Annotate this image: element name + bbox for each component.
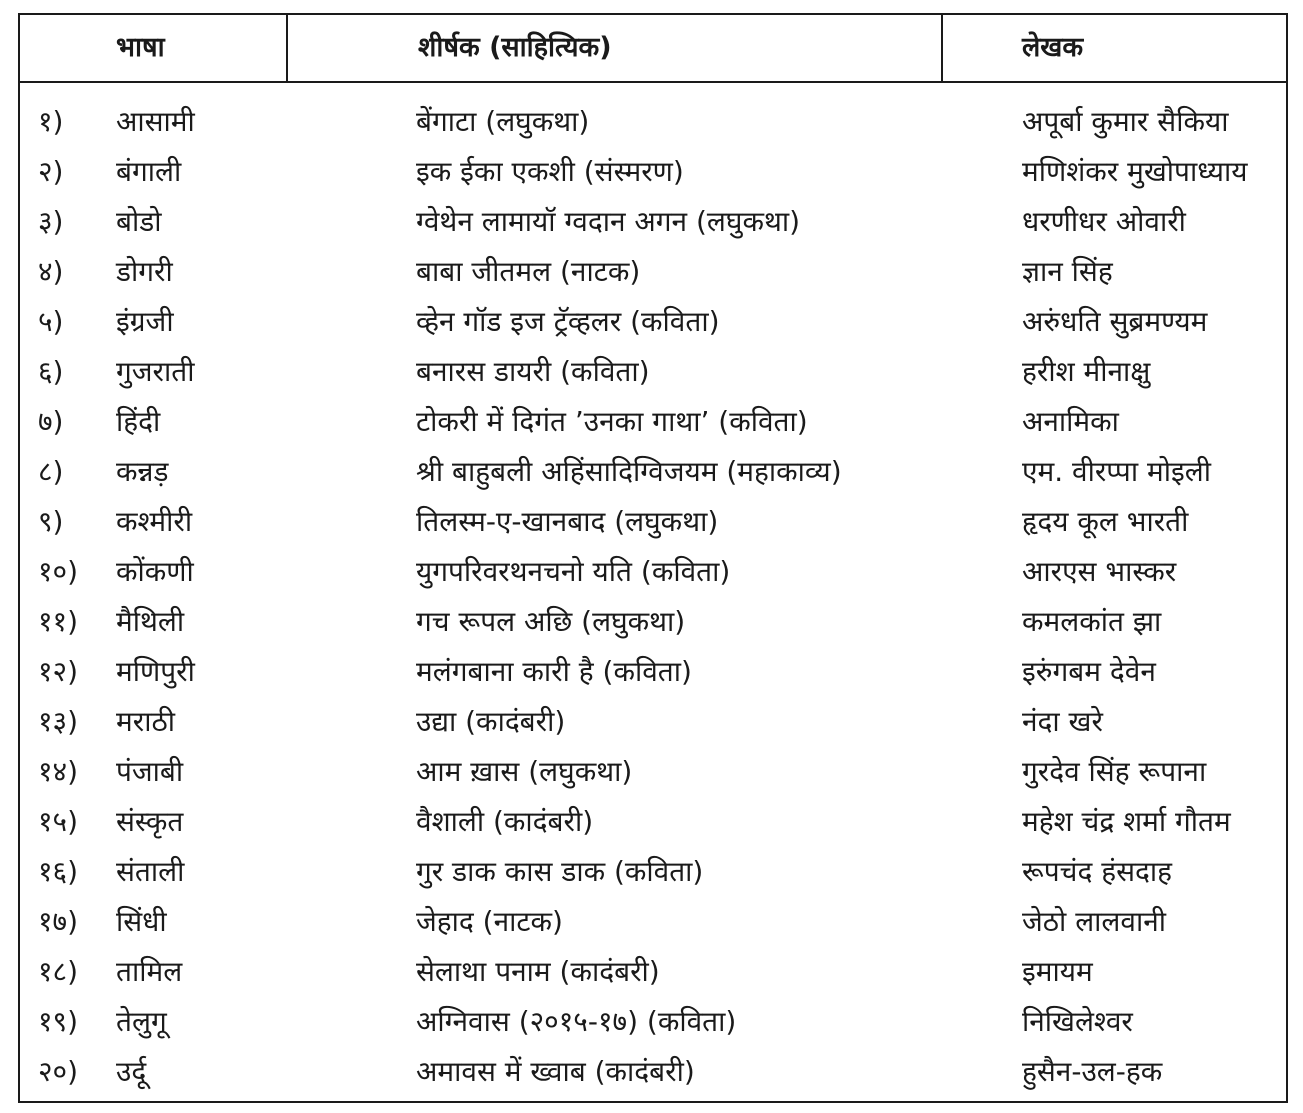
row-title: वैशाली (कादंबरी) xyxy=(416,805,594,838)
table-row xyxy=(20,797,1286,847)
row-author: निखिलेश्वर xyxy=(1022,1005,1133,1038)
table-row xyxy=(20,697,1286,747)
table-row xyxy=(20,547,1286,597)
row-number: ६) xyxy=(38,355,64,388)
row-title: मलंगबाना कारी है (कविता) xyxy=(416,655,692,688)
table-row xyxy=(20,97,1286,147)
row-number: ५) xyxy=(38,305,64,338)
row-title: आम ख़ास (लघुकथा) xyxy=(416,755,633,788)
table-row xyxy=(20,947,1286,997)
row-title: बनारस डायरी (कविता) xyxy=(416,355,650,388)
row-number: ३) xyxy=(38,205,64,238)
column-divider-1 xyxy=(286,15,288,83)
row-author: आरएस भास्कर xyxy=(1022,555,1177,588)
row-author: गुरदेव सिंह रूपाना xyxy=(1022,755,1207,788)
row-language: बंगाली xyxy=(116,155,182,188)
row-language: डोगरी xyxy=(116,255,173,288)
row-language: संताली xyxy=(116,855,185,888)
row-number: १५) xyxy=(38,805,79,838)
table-row xyxy=(20,897,1286,947)
row-language: कश्मीरी xyxy=(116,505,193,538)
row-number: १८) xyxy=(38,955,79,988)
row-author: इरुंगबम देवेन xyxy=(1022,655,1156,688)
row-author: एम. वीरप्पा मोइली xyxy=(1022,455,1211,488)
row-number: ४) xyxy=(38,255,64,288)
row-author: धरणीधर ओवारी xyxy=(1022,205,1186,238)
row-author: अपूर्बा कुमार सैकिया xyxy=(1022,105,1229,138)
row-number: १३) xyxy=(38,705,79,738)
row-author: महेश चंद्र शर्मा गौतम xyxy=(1022,805,1231,838)
row-language: गुजराती xyxy=(116,355,195,388)
row-title: तिलस्म-ए-खानबाद (लघुकथा) xyxy=(416,505,719,538)
row-number: १०) xyxy=(38,555,79,588)
row-language: मैथिली xyxy=(116,605,185,638)
table-body xyxy=(20,97,1286,1097)
table-row xyxy=(20,1047,1286,1097)
header-title: शीर्षक (साहित्यिक) xyxy=(418,32,612,63)
row-title: गुर डाक कास डाक (कविता) xyxy=(416,855,704,888)
table-row xyxy=(20,997,1286,1047)
row-language: हिंदी xyxy=(116,405,161,438)
row-author: हरीश मीनाक्षु xyxy=(1022,355,1151,388)
row-title: जेहाद (नाटक) xyxy=(416,905,563,938)
row-language: पंजाबी xyxy=(116,755,184,788)
row-language: उर्दू xyxy=(116,1055,147,1088)
row-language: मणिपुरी xyxy=(116,655,195,688)
award-table xyxy=(18,13,1288,1103)
row-author: रूपचंद हंसदाह xyxy=(1022,855,1172,888)
row-title: युगपरिवरथनचनो यति (कविता) xyxy=(416,555,731,588)
row-language: सिंधी xyxy=(116,905,167,938)
table-row xyxy=(20,647,1286,697)
row-number: १६) xyxy=(38,855,79,888)
row-number: १) xyxy=(38,105,64,138)
table-row xyxy=(20,747,1286,797)
row-author: हुसैन-उल-हक xyxy=(1022,1055,1163,1088)
row-language: कोंकणी xyxy=(116,555,194,588)
row-title: टोकरी में दिगंत ’उनका गाथा’ (कविता) xyxy=(416,405,808,438)
header-language: भाषा xyxy=(116,32,165,63)
row-title: गच रूपल अछि (लघुकथा) xyxy=(416,605,686,638)
row-author: नंदा खरे xyxy=(1022,705,1103,738)
table-row xyxy=(20,447,1286,497)
row-author: कमलकांत झा xyxy=(1022,605,1162,638)
row-title: अग्निवास (२०१५-१७) (कविता) xyxy=(416,1005,737,1038)
row-title: ग्वेथेन लामायॉ ग्वदान अगन (लघुकथा) xyxy=(416,205,801,238)
row-language: मराठी xyxy=(116,705,175,738)
row-author: हृदय कूल भारती xyxy=(1022,505,1189,538)
row-language: संस्कृत xyxy=(116,805,184,838)
row-number: ८) xyxy=(38,455,64,488)
row-title: सेलाथा पनाम (कादंबरी) xyxy=(416,955,660,988)
row-title: उद्या (कादंबरी) xyxy=(416,705,566,738)
row-author: अनामिका xyxy=(1022,405,1119,438)
row-title: बाबा जीतमल (नाटक) xyxy=(416,255,641,288)
row-number: १९) xyxy=(38,1005,79,1038)
row-number: १२) xyxy=(38,655,79,688)
row-number: ११) xyxy=(38,605,79,638)
table-row xyxy=(20,497,1286,547)
table-row xyxy=(20,597,1286,647)
table-row xyxy=(20,297,1286,347)
row-author: मणिशंकर मुखोपाध्याय xyxy=(1022,155,1248,188)
row-title: बेंगाटा (लघुकथा) xyxy=(416,105,590,138)
row-title: श्री बाहुबली अहिंसादिग्विजयम (महाकाव्य) xyxy=(416,455,842,488)
row-author: अरुंधति सुब्रमण्यम xyxy=(1022,305,1208,338)
table-row xyxy=(20,147,1286,197)
row-language: तामिल xyxy=(116,955,183,988)
row-language: बोडो xyxy=(116,205,162,238)
row-title: इक ईका एकशी (संस्मरण) xyxy=(416,155,684,188)
row-language: तेलुगू xyxy=(116,1005,167,1038)
row-number: २) xyxy=(38,155,64,188)
table-row xyxy=(20,247,1286,297)
table-row xyxy=(20,347,1286,397)
row-number: ७) xyxy=(38,405,64,438)
column-divider-2 xyxy=(941,15,943,83)
row-number: २०) xyxy=(38,1055,79,1088)
table-row xyxy=(20,847,1286,897)
row-number: ९) xyxy=(38,505,64,538)
table-row xyxy=(20,197,1286,247)
row-title: व्हेन गॉड इज ट्रॅव्हलर (कविता) xyxy=(416,305,720,338)
row-number: १७) xyxy=(38,905,79,938)
row-author: इमायम xyxy=(1022,955,1093,988)
row-language: आसामी xyxy=(116,105,195,138)
row-author: जेठो लालवानी xyxy=(1022,905,1167,938)
table-header-row xyxy=(20,15,1286,83)
row-title: अमावस में ख्वाब (कादंबरी) xyxy=(416,1055,695,1088)
header-author: लेखक xyxy=(1022,32,1084,63)
row-author: ज्ञान सिंह xyxy=(1022,255,1113,288)
row-number: १४) xyxy=(38,755,79,788)
row-language: इंग्रजी xyxy=(116,305,174,338)
table-row xyxy=(20,397,1286,447)
row-language: कन्नड़ xyxy=(116,455,169,488)
